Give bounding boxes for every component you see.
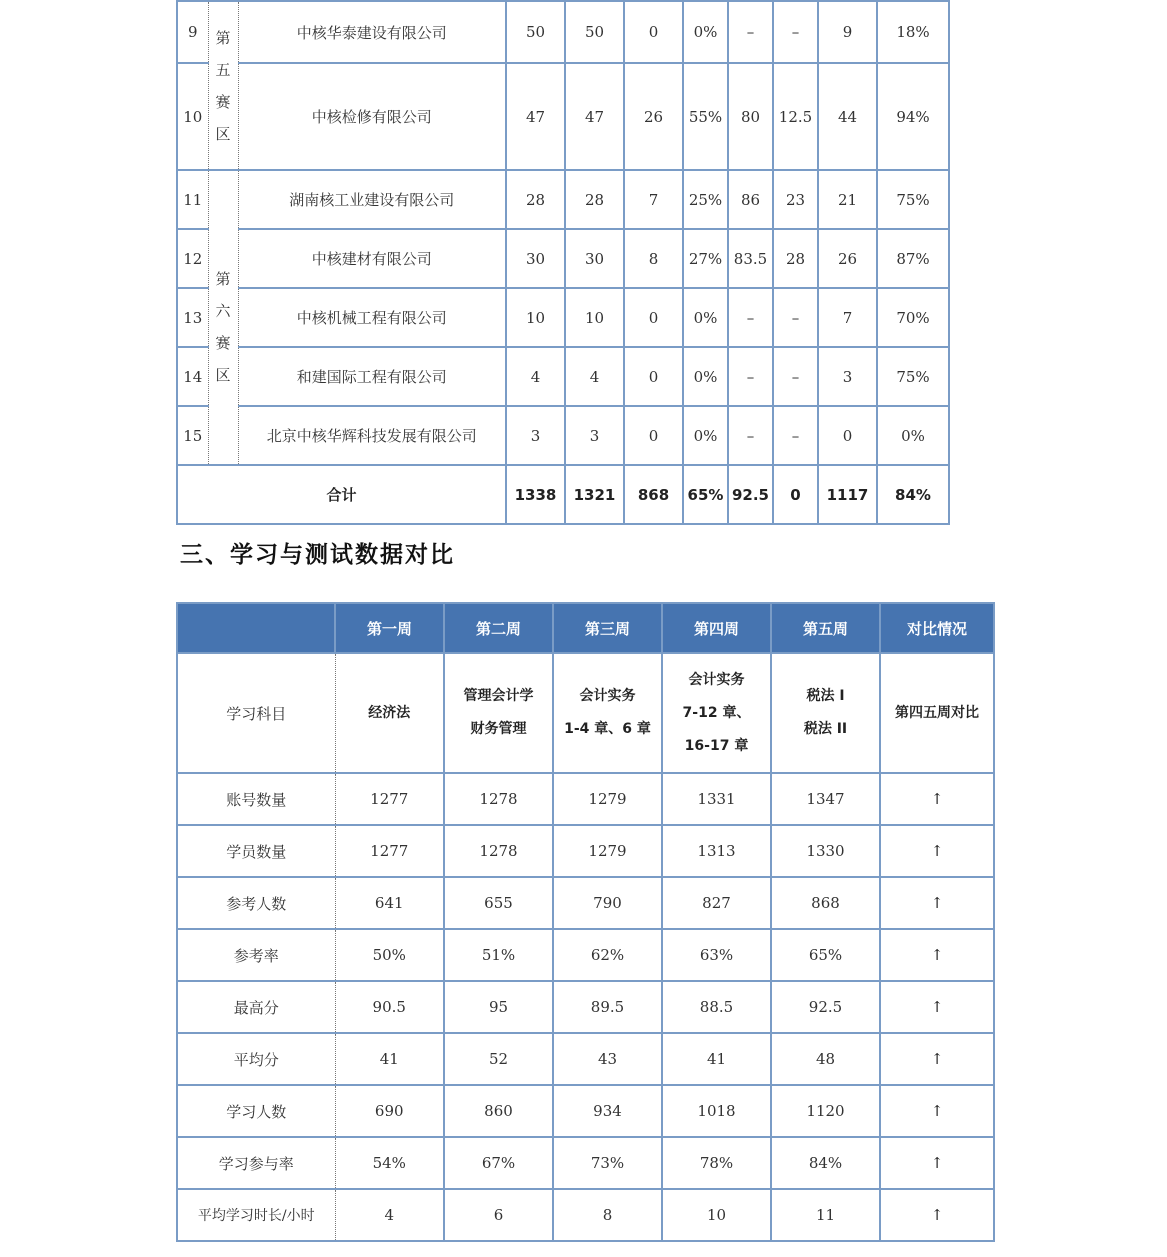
metric-value: 655: [444, 877, 553, 929]
metric-cell: 8: [624, 229, 683, 288]
total-cell: 84%: [877, 465, 949, 524]
total-cell: 868: [624, 465, 683, 524]
metric-value: 50%: [335, 929, 444, 981]
metric-value: 52: [444, 1033, 553, 1085]
column-header: 第一周: [335, 603, 444, 653]
metric-value: 11: [771, 1189, 880, 1241]
row-number: 11: [177, 170, 208, 229]
metric-cell: 0%: [683, 288, 728, 347]
total-cell: 1338: [506, 465, 565, 524]
metric-cell: 80: [728, 63, 773, 170]
table-row: [177, 825, 994, 877]
metric-value: 84%: [771, 1137, 880, 1189]
metric-value: 1279: [553, 773, 662, 825]
total-row: [177, 465, 949, 524]
zone-char: 六: [215, 301, 231, 320]
subject-line: 7-12 章、: [682, 704, 751, 721]
zone-char: 区: [215, 365, 231, 384]
metric-value: 51%: [444, 929, 553, 981]
metric-value: 641: [335, 877, 444, 929]
metric-value: 41: [335, 1033, 444, 1085]
metric-cell: –: [728, 406, 773, 465]
metric-cell: 0: [624, 406, 683, 465]
table-row: [177, 229, 949, 288]
metric-value: 1330: [771, 825, 880, 877]
metric-value: 690: [335, 1085, 444, 1137]
metric-value: 92.5: [771, 981, 880, 1033]
metric-label: 学员数量: [177, 825, 335, 877]
header-row: [177, 603, 994, 653]
metric-cell: 28: [506, 170, 565, 229]
weekly-comparison-table: [176, 602, 995, 1242]
metric-cell: 0%: [683, 406, 728, 465]
table-row: [177, 406, 949, 465]
company-name: 中核机械工程有限公司: [238, 288, 506, 347]
section-heading: 三、学习与测试数据对比: [180, 542, 455, 568]
metric-cell: 47: [506, 63, 565, 170]
subject-line: 第四五周对比: [895, 704, 979, 721]
zone-char: 赛: [215, 333, 231, 352]
metric-cell: 87%: [877, 229, 949, 288]
metric-cell: 21: [818, 170, 877, 229]
zone-6-label: [209, 245, 238, 391]
subject-line: 会计实务: [688, 671, 745, 688]
row-number: 13: [177, 288, 208, 347]
zone-char: 赛: [215, 92, 231, 111]
metric-label: 账号数量: [177, 773, 335, 825]
table-row: [177, 1, 949, 63]
column-header: 第二周: [444, 603, 553, 653]
metric-value: 10: [662, 1189, 771, 1241]
subject-cell: [880, 653, 994, 773]
metric-cell: 0: [624, 347, 683, 406]
subject-line: 财务管理: [470, 721, 527, 737]
subject-cell: [444, 653, 553, 773]
trend-arrow-icon: ↑: [880, 1137, 994, 1189]
column-header: 对比情况: [880, 603, 994, 653]
metric-cell: 27%: [683, 229, 728, 288]
metric-value: 790: [553, 877, 662, 929]
metric-value: 73%: [553, 1137, 662, 1189]
metric-value: 1278: [444, 773, 553, 825]
metric-cell: 75%: [877, 347, 949, 406]
metric-label: 学习参与率: [177, 1137, 335, 1189]
row-number: 12: [177, 229, 208, 288]
trend-arrow-icon: ↑: [880, 981, 994, 1033]
metric-cell: 70%: [877, 288, 949, 347]
metric-cell: 26: [624, 63, 683, 170]
company-name: 中核检修有限公司: [238, 63, 506, 170]
metric-value: 1278: [444, 825, 553, 877]
metric-label: 最高分: [177, 981, 335, 1033]
metric-cell: –: [728, 347, 773, 406]
metric-label: 平均学习时长/小时: [177, 1189, 335, 1241]
metric-value: 78%: [662, 1137, 771, 1189]
metric-cell: 7: [624, 170, 683, 229]
subject-row: [177, 653, 994, 773]
metric-cell: 12.5: [773, 63, 818, 170]
metric-cell: 9: [818, 1, 877, 63]
metric-cell: 86: [728, 170, 773, 229]
subject-line: 管理会计学: [463, 688, 534, 704]
metric-value: 54%: [335, 1137, 444, 1189]
metric-value: 65%: [771, 929, 880, 981]
total-cell: 1117: [818, 465, 877, 524]
metric-label: 学习人数: [177, 1085, 335, 1137]
table-row: [177, 288, 949, 347]
metric-cell: 3: [565, 406, 624, 465]
table-row: [177, 773, 994, 825]
metric-cell: 23: [773, 170, 818, 229]
metric-label: 参考人数: [177, 877, 335, 929]
metric-value: 1279: [553, 825, 662, 877]
metric-cell: 47: [565, 63, 624, 170]
trend-arrow-icon: ↑: [880, 1189, 994, 1241]
metric-cell: 30: [506, 229, 565, 288]
metric-value: 43: [553, 1033, 662, 1085]
metric-cell: 10: [506, 288, 565, 347]
subject-label: 学习科目: [177, 653, 335, 773]
total-cell: 0: [773, 465, 818, 524]
zone-char: 第: [215, 28, 231, 47]
subject-line: 16-17 章: [684, 737, 749, 754]
zone-char: 第: [215, 269, 231, 288]
metric-cell: 50: [565, 1, 624, 63]
metric-cell: –: [773, 347, 818, 406]
metric-value: 1120: [771, 1085, 880, 1137]
column-header: 第五周: [771, 603, 880, 653]
metric-cell: 0: [624, 288, 683, 347]
zone-5-cell: [208, 1, 238, 170]
zone-ranking-table: [176, 0, 950, 525]
metric-cell: 50: [506, 1, 565, 63]
metric-cell: 55%: [683, 63, 728, 170]
metric-cell: 0: [818, 406, 877, 465]
table-row: [177, 981, 994, 1033]
table-row: [177, 63, 949, 170]
metric-cell: 75%: [877, 170, 949, 229]
subject-cell: [553, 653, 662, 773]
table-row: [177, 1137, 994, 1189]
metric-value: 1277: [335, 825, 444, 877]
metric-cell: 0%: [683, 347, 728, 406]
metric-value: 63%: [662, 929, 771, 981]
metric-cell: –: [773, 1, 818, 63]
metric-value: 1331: [662, 773, 771, 825]
table-row: [177, 347, 949, 406]
row-number: 9: [177, 1, 208, 63]
row-number: 15: [177, 406, 208, 465]
metric-value: 1313: [662, 825, 771, 877]
table-row: [177, 929, 994, 981]
metric-cell: 3: [818, 347, 877, 406]
metric-label: 参考率: [177, 929, 335, 981]
metric-value: 89.5: [553, 981, 662, 1033]
metric-cell: –: [728, 1, 773, 63]
total-cell: 92.5: [728, 465, 773, 524]
trend-arrow-icon: ↑: [880, 877, 994, 929]
metric-value: 868: [771, 877, 880, 929]
company-name: 和建国际工程有限公司: [238, 347, 506, 406]
company-name: 湖南核工业建设有限公司: [238, 170, 506, 229]
metric-cell: –: [773, 406, 818, 465]
metric-value: 860: [444, 1085, 553, 1137]
zone-6-cell: [208, 170, 238, 465]
metric-value: 4: [335, 1189, 444, 1241]
metric-cell: 25%: [683, 170, 728, 229]
trend-arrow-icon: ↑: [880, 825, 994, 877]
metric-value: 95: [444, 981, 553, 1033]
subject-cell: [662, 653, 771, 773]
metric-cell: 0%: [683, 1, 728, 63]
metric-value: 1018: [662, 1085, 771, 1137]
metric-value: 88.5: [662, 981, 771, 1033]
metric-cell: 4: [506, 347, 565, 406]
subject-line: 会计实务: [579, 688, 636, 704]
row-number: 14: [177, 347, 208, 406]
column-header: 第四周: [662, 603, 771, 653]
metric-value: 48: [771, 1033, 880, 1085]
metric-cell: 0: [624, 1, 683, 63]
metric-cell: 3: [506, 406, 565, 465]
subject-cell: [771, 653, 880, 773]
subject-line: 税法 II: [803, 721, 848, 737]
metric-cell: 28: [565, 170, 624, 229]
company-name: 北京中核华辉科技发展有限公司: [238, 406, 506, 465]
trend-arrow-icon: ↑: [880, 1033, 994, 1085]
table-row: [177, 1189, 994, 1241]
metric-cell: 28: [773, 229, 818, 288]
metric-value: 1277: [335, 773, 444, 825]
trend-arrow-icon: ↑: [880, 929, 994, 981]
metric-cell: 26: [818, 229, 877, 288]
company-name: 中核建材有限公司: [238, 229, 506, 288]
zone-char: 区: [215, 124, 231, 143]
metric-value: 67%: [444, 1137, 553, 1189]
metric-cell: 0%: [877, 406, 949, 465]
metric-cell: 18%: [877, 1, 949, 63]
subject-line: 1-4 章、6 章: [564, 721, 651, 737]
metric-value: 41: [662, 1033, 771, 1085]
metric-cell: 7: [818, 288, 877, 347]
metric-cell: 30: [565, 229, 624, 288]
metric-cell: –: [773, 288, 818, 347]
column-header: 第三周: [553, 603, 662, 653]
table-row: [177, 1085, 994, 1137]
metric-value: 8: [553, 1189, 662, 1241]
total-label: 合计: [177, 465, 506, 524]
total-cell: 1321: [565, 465, 624, 524]
metric-value: 827: [662, 877, 771, 929]
metric-cell: 83.5: [728, 229, 773, 288]
subject-line: 经济法: [368, 704, 411, 721]
company-name: 中核华泰建设有限公司: [238, 1, 506, 63]
table-row: [177, 1033, 994, 1085]
metric-cell: –: [728, 288, 773, 347]
metric-value: 1347: [771, 773, 880, 825]
zone-char: 五: [215, 60, 231, 79]
metric-cell: 94%: [877, 63, 949, 170]
metric-value: 934: [553, 1085, 662, 1137]
metric-label: 平均分: [177, 1033, 335, 1085]
total-cell: 65%: [683, 465, 728, 524]
table-row: [177, 877, 994, 929]
metric-cell: 10: [565, 288, 624, 347]
subject-cell: [335, 653, 444, 773]
table-row: [177, 170, 949, 229]
metric-cell: 4: [565, 347, 624, 406]
metric-cell: 44: [818, 63, 877, 170]
trend-arrow-icon: ↑: [880, 1085, 994, 1137]
trend-arrow-icon: ↑: [880, 773, 994, 825]
row-number: 10: [177, 63, 208, 170]
metric-value: 6: [444, 1189, 553, 1241]
metric-value: 90.5: [335, 981, 444, 1033]
subject-line: 税法 I: [806, 688, 845, 704]
column-header: [177, 603, 335, 653]
metric-value: 62%: [553, 929, 662, 981]
